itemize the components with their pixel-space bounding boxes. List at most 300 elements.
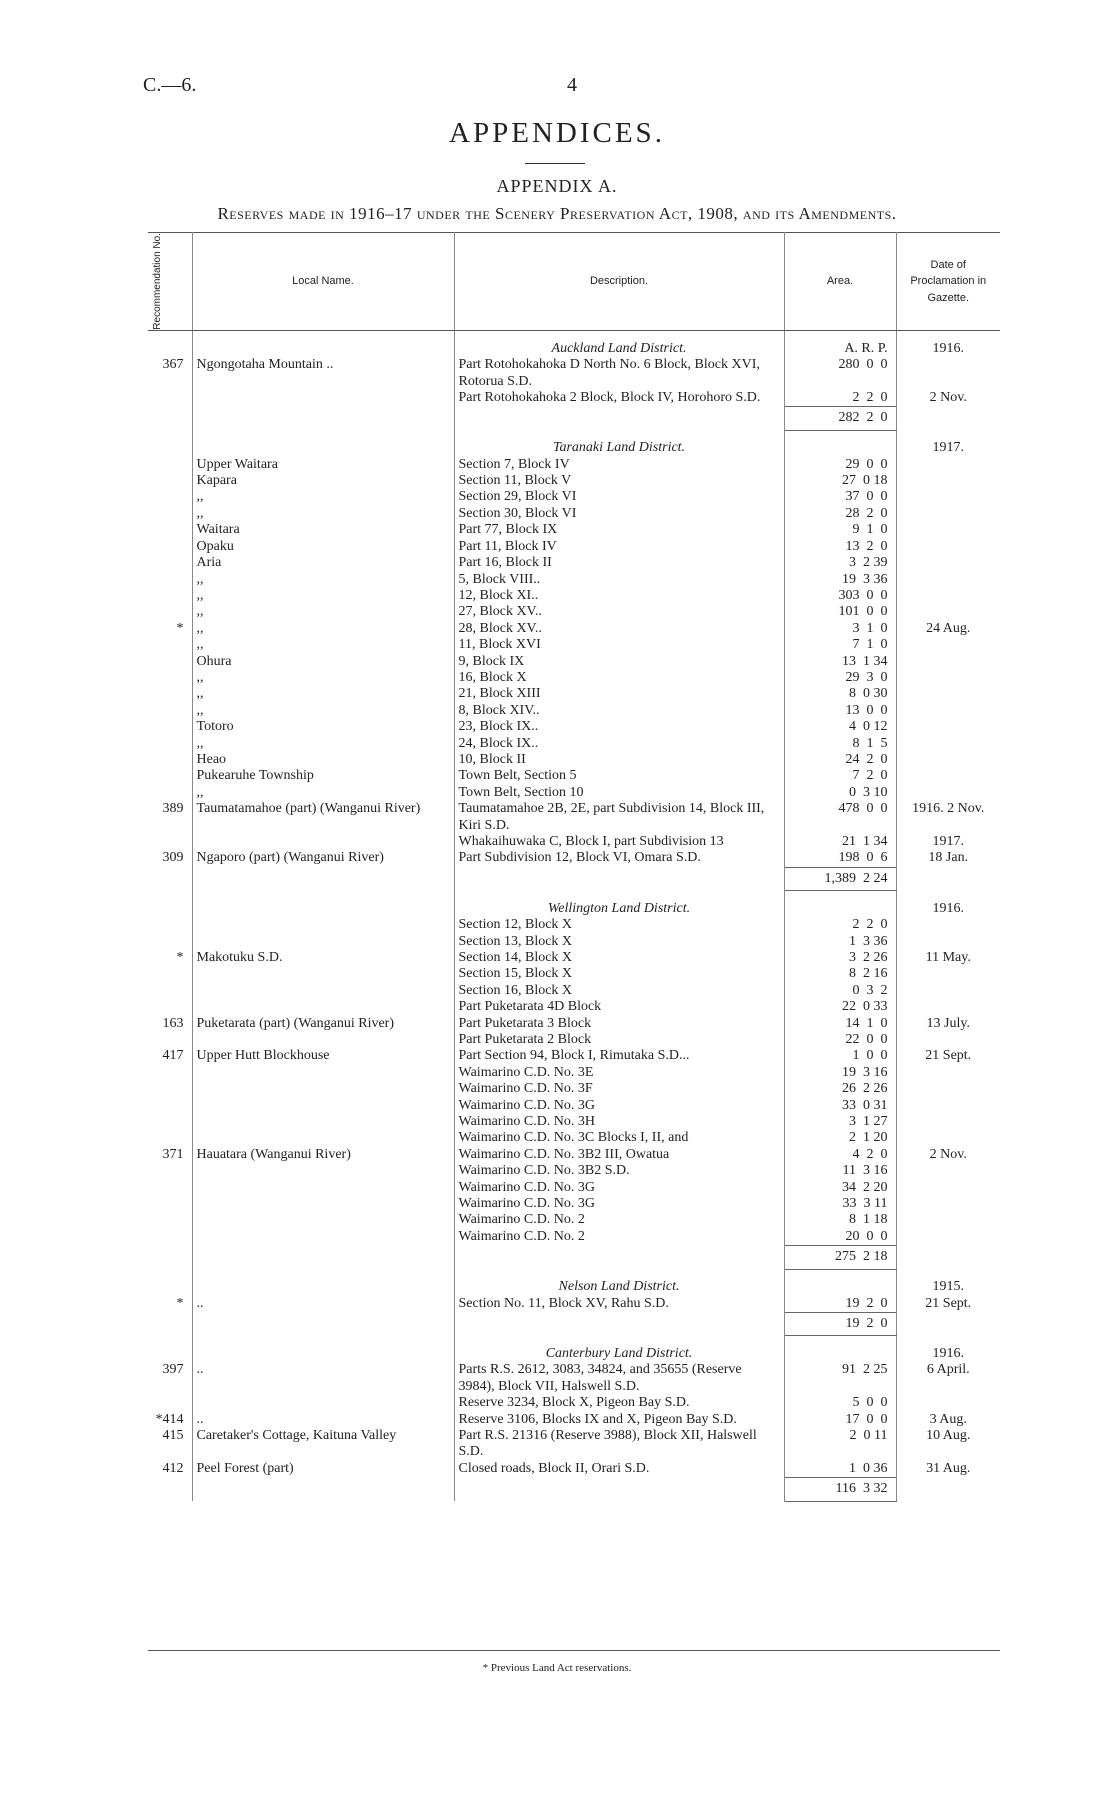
description: Closed roads, Block II, Orari S.D.: [454, 1461, 784, 1478]
proclamation-date: [896, 473, 1000, 489]
appendix-title: APPENDIX A.: [496, 176, 618, 196]
area-value: 22 0 33: [784, 999, 896, 1015]
table-row: [148, 1098, 1000, 1114]
proclamation-date: 2 Nov.: [929, 1146, 967, 1162]
table-row: [148, 390, 1000, 407]
table-row: [148, 801, 1000, 834]
proclamation-date: [896, 934, 1000, 950]
recommendation-number: 415: [148, 1428, 192, 1461]
proclamation-date: 13 July.: [926, 1015, 970, 1031]
table-row: [148, 1048, 1000, 1064]
local-name: [192, 983, 454, 999]
area-value: 3 2 39: [784, 555, 896, 571]
local-name: Pukearuhe Township: [192, 768, 454, 784]
recommendation-number: [148, 473, 192, 489]
recommendation-number: [148, 966, 192, 982]
local-name: [192, 1395, 454, 1411]
empty-cell: [148, 1336, 192, 1362]
area-value: 8 1 18: [784, 1212, 896, 1228]
area-value: 8 2 16: [784, 966, 896, 982]
recommendation-number: 367: [148, 357, 192, 390]
local-name: [192, 999, 454, 1015]
description: Waimarino C.D. No. 3G: [454, 1098, 784, 1114]
local-name: ,,: [192, 785, 454, 801]
proclamation-date: [896, 719, 1000, 735]
description: Taumatamahoe 2B, 2E, part Subdivision 14, Block III, Kiri S.D.: [454, 801, 784, 834]
recommendation-number: [148, 1212, 192, 1228]
recommendation-number: [148, 834, 192, 850]
local-name: Caretaker's Cottage, Kaituna Valley: [192, 1428, 454, 1461]
proclamation-date: 18 Jan.: [928, 850, 969, 866]
recommendation-number: [148, 752, 192, 768]
local-name: ,,: [192, 588, 454, 604]
local-name: [192, 1196, 454, 1212]
document-code: C.—6.: [143, 74, 197, 96]
proclamation-date: 11 May.: [925, 949, 971, 965]
area-value: 3 1 0: [784, 621, 896, 637]
district-name: Taranaki Land District.: [454, 430, 784, 456]
local-name: Peel Forest (part): [192, 1461, 454, 1478]
local-name: [192, 1098, 454, 1114]
district-total-row: [148, 1312, 1000, 1335]
area-value: 1 0 0: [784, 1048, 896, 1064]
area-value: 7 1 0: [784, 637, 896, 653]
empty-cell: [148, 891, 192, 917]
description: Part 77, Block IX: [454, 522, 784, 538]
col-header-area: Area.: [784, 233, 896, 331]
proclamation-date: [896, 588, 1000, 604]
empty-cell: [192, 1478, 454, 1501]
recommendation-number: *414: [148, 1412, 192, 1428]
recommendation-number: 412: [148, 1461, 192, 1478]
table-row: [148, 572, 1000, 588]
table-row: [148, 621, 1000, 637]
table-row: [148, 1065, 1000, 1081]
area-value: 101 0 0: [784, 604, 896, 620]
local-name: Ohura: [192, 654, 454, 670]
empty-cell: [454, 867, 784, 890]
description: 9, Block IX: [454, 654, 784, 670]
area-value: 2 0 11: [784, 1428, 896, 1461]
description: Section 29, Block VI: [454, 489, 784, 505]
recommendation-number: [148, 1229, 192, 1246]
district-name: Nelson Land District.: [454, 1269, 784, 1295]
table-row: [148, 1130, 1000, 1146]
proclamation-date: [896, 604, 1000, 620]
empty-cell: [192, 867, 454, 890]
area-value: 91 2 25: [784, 1362, 896, 1395]
local-name: Totoro: [192, 719, 454, 735]
description: Section 30, Block VI: [454, 506, 784, 522]
recommendation-number: [148, 588, 192, 604]
recommendation-number: 397: [148, 1362, 192, 1395]
local-name: [192, 966, 454, 982]
local-name: ,,: [192, 572, 454, 588]
proclamation-date: [896, 555, 1000, 571]
recommendation-number: [148, 1065, 192, 1081]
empty-cell: [192, 1312, 454, 1335]
recommendation-number: [148, 736, 192, 752]
area-value: 2 2 0: [784, 917, 896, 933]
description: Section 13, Block X: [454, 934, 784, 950]
table-row: [148, 1163, 1000, 1179]
area-value: 2 1 20: [784, 1130, 896, 1146]
description: 24, Block IX..: [454, 736, 784, 752]
table-row: [148, 539, 1000, 555]
description: 12, Block XI..: [454, 588, 784, 604]
description: Waimarino C.D. No. 2: [454, 1229, 784, 1246]
district-name: Auckland Land District.: [454, 330, 784, 357]
local-name: Makotuku S.D.: [192, 950, 454, 966]
proclamation-date: [896, 670, 1000, 686]
local-name: ,,: [192, 604, 454, 620]
proclamation-date: [896, 637, 1000, 653]
empty-cell: [148, 1269, 192, 1295]
district-year: 1916.: [932, 1345, 964, 1361]
proclamation-date: [896, 654, 1000, 670]
description: 23, Block IX..: [454, 719, 784, 735]
proclamation-date: 6 April.: [926, 1362, 970, 1378]
local-name: [192, 1065, 454, 1081]
table-row: [148, 834, 1000, 850]
table-row: [148, 654, 1000, 670]
empty-cell: [148, 330, 192, 357]
description: 28, Block XV..: [454, 621, 784, 637]
table-row: [148, 703, 1000, 719]
table-row: [148, 1147, 1000, 1163]
proclamation-date: [896, 1130, 1000, 1146]
recommendation-number: [148, 1395, 192, 1411]
table-row: [148, 1412, 1000, 1428]
reserves-table: [148, 232, 1000, 1502]
table-row: [148, 473, 1000, 489]
recommendation-number: [148, 506, 192, 522]
description: Reserve 3234, Block X, Pigeon Bay S.D.: [454, 1395, 784, 1411]
local-name: [192, 1081, 454, 1097]
local-name: ,,: [192, 736, 454, 752]
recommendation-number: *: [148, 1296, 192, 1313]
proclamation-date: [896, 1032, 1000, 1048]
area-value: 8 0 30: [784, 686, 896, 702]
description: Section 12, Block X: [454, 917, 784, 933]
proclamation-date: [896, 768, 1000, 784]
description: Section 11, Block V: [454, 473, 784, 489]
area-value: 4 2 0: [784, 1147, 896, 1163]
empty-cell: [148, 1312, 192, 1335]
empty-cell: [784, 1269, 896, 1295]
district-total-row: [148, 1246, 1000, 1269]
page-number: 4: [567, 74, 577, 96]
local-name: Aria: [192, 555, 454, 571]
area-value: 7 2 0: [784, 768, 896, 784]
col-header-description: Description.: [454, 233, 784, 331]
local-name: ..: [192, 1362, 454, 1395]
description: Waimarino C.D. No. 3B2 S.D.: [454, 1163, 784, 1179]
area-value: 8 1 5: [784, 736, 896, 752]
empty-cell: [148, 1478, 192, 1501]
area-value: 14 1 0: [784, 1016, 896, 1032]
local-name: ..: [192, 1296, 454, 1313]
recommendation-number: [148, 670, 192, 686]
district-year: 1916.: [932, 340, 964, 356]
description: Waimarino C.D. No. 3F: [454, 1081, 784, 1097]
area-value: 24 2 0: [784, 752, 896, 768]
description: Waimarino C.D. No. 3G: [454, 1196, 784, 1212]
recommendation-number: 389: [148, 801, 192, 834]
area-value: 13 1 34: [784, 654, 896, 670]
local-name: Puketarata (part) (Wanganui River): [192, 1016, 454, 1032]
description: Section 7, Block IV: [454, 457, 784, 473]
district-year: 1917.: [932, 440, 964, 456]
empty-cell: [896, 867, 1000, 890]
area-value: 22 0 0: [784, 1032, 896, 1048]
proclamation-date: [896, 522, 1000, 538]
area-value: 9 1 0: [784, 522, 896, 538]
table-row: [148, 1114, 1000, 1130]
description: Parts R.S. 2612, 3083, 34824, and 35655 (Reserve 3984), Block VII, Halswell S.D.: [454, 1362, 784, 1395]
area-value: 34 2 20: [784, 1180, 896, 1196]
local-name: [192, 834, 454, 850]
local-name: ,,: [192, 621, 454, 637]
description: 10, Block II: [454, 752, 784, 768]
area-value: 303 0 0: [784, 588, 896, 604]
description: Waimarino C.D. No. 3G: [454, 1180, 784, 1196]
proclamation-date: [896, 917, 1000, 933]
description: Town Belt, Section 5: [454, 768, 784, 784]
proclamation-date: 21 Sept.: [925, 1048, 972, 1064]
table-row: [148, 1180, 1000, 1196]
table-row: [148, 1461, 1000, 1478]
recommendation-number: [148, 999, 192, 1015]
table-row: [148, 983, 1000, 999]
district-heading-row: [148, 1336, 1000, 1362]
proclamation-date: [896, 1163, 1000, 1179]
recommendation-number: [148, 457, 192, 473]
area-value: 13 2 0: [784, 539, 896, 555]
district-year: 1915.: [932, 1279, 964, 1295]
col-header-local-name: Local Name.: [192, 233, 454, 331]
table-row: [148, 555, 1000, 571]
empty-cell: [454, 1478, 784, 1501]
table-row: [148, 1296, 1000, 1313]
table-row: [148, 1016, 1000, 1032]
local-name: Ngaporo (part) (Wanganui River): [192, 850, 454, 867]
proclamation-date: 1916. 2 Nov.: [912, 801, 985, 817]
recommendation-number: [148, 719, 192, 735]
district-year: 1916.: [932, 900, 964, 916]
empty-cell: [148, 1246, 192, 1269]
proclamation-date: 31 Aug.: [926, 1460, 971, 1476]
description: Waimarino C.D. No. 3B2 III, Owatua: [454, 1147, 784, 1163]
proclamation-date: [896, 1395, 1000, 1411]
table-row: [148, 999, 1000, 1015]
local-name: Ngongotaha Mountain ..: [192, 357, 454, 390]
proclamation-date: [896, 457, 1000, 473]
table-body: [148, 330, 1000, 1501]
recommendation-number: [148, 637, 192, 653]
table-row: [148, 1196, 1000, 1212]
description: Waimarino C.D. No. 3E: [454, 1065, 784, 1081]
local-name: [192, 1180, 454, 1196]
table-row: [148, 934, 1000, 950]
empty-cell: [896, 1312, 1000, 1335]
table-row: [148, 686, 1000, 702]
local-name: ,,: [192, 686, 454, 702]
recommendation-number: 309: [148, 850, 192, 867]
recommendation-number: [148, 522, 192, 538]
local-name: [192, 1130, 454, 1146]
area-value: 27 0 18: [784, 473, 896, 489]
area-value: 1 0 36: [784, 1461, 896, 1478]
empty-cell: [454, 1246, 784, 1269]
table-row: [148, 637, 1000, 653]
proclamation-date: 24 Aug.: [926, 620, 971, 636]
table-row: [148, 1212, 1000, 1228]
area-value: 19 3 36: [784, 572, 896, 588]
empty-cell: [784, 891, 896, 917]
table-row: [148, 1428, 1000, 1461]
recommendation-number: [148, 983, 192, 999]
description: 16, Block X: [454, 670, 784, 686]
area-value: 21 1 34: [784, 834, 896, 850]
recommendation-number: 163: [148, 1016, 192, 1032]
table-row: [148, 950, 1000, 966]
table-subtitle: Reserves made in 1916–17 under the Scenery Preservation Act, 1908, and its Amendments.: [217, 204, 897, 223]
proclamation-date: [896, 736, 1000, 752]
empty-cell: [192, 407, 454, 430]
local-name: [192, 1229, 454, 1246]
proclamation-date: [896, 752, 1000, 768]
recommendation-number: [148, 1032, 192, 1048]
proclamation-date: [896, 357, 1000, 390]
table-row: [148, 604, 1000, 620]
title-rule: [525, 163, 585, 164]
district-heading-row: [148, 330, 1000, 357]
recommendation-number: [148, 555, 192, 571]
description: 21, Block XIII: [454, 686, 784, 702]
table-row: [148, 506, 1000, 522]
table-row: [148, 719, 1000, 735]
area-value: 17 0 0: [784, 1412, 896, 1428]
area-value: 0 3 2: [784, 983, 896, 999]
table-row: [148, 1229, 1000, 1246]
local-name: Upper Waitara: [192, 457, 454, 473]
description: 27, Block XV..: [454, 604, 784, 620]
page-title: APPENDICES.: [449, 117, 665, 149]
table-row: [148, 1395, 1000, 1411]
district-total-row: [148, 407, 1000, 430]
area-value: 19 3 16: [784, 1065, 896, 1081]
recommendation-number: [148, 1098, 192, 1114]
district-heading-row: [148, 430, 1000, 456]
empty-cell: [896, 407, 1000, 430]
description: Whakaihuwaka C, Block I, part Subdivision 13: [454, 834, 784, 850]
col-header-date: Date of Proclamation in Gazette.: [896, 233, 1000, 331]
table-row: [148, 966, 1000, 982]
table-row: [148, 522, 1000, 538]
district-name: Canterbury Land District.: [454, 1336, 784, 1362]
proclamation-date: [896, 686, 1000, 702]
local-name: [192, 934, 454, 950]
description: Part Rotohokahoka 2 Block, Block IV, Horohoro S.D.: [454, 390, 784, 407]
local-name: Heao: [192, 752, 454, 768]
recommendation-number: [148, 1180, 192, 1196]
description: 8, Block XIV..: [454, 703, 784, 719]
area-total: 1,389 2 24: [784, 867, 896, 890]
area-value: 2 2 0: [784, 390, 896, 407]
proclamation-date: [896, 785, 1000, 801]
area-value: 280 0 0: [784, 357, 896, 390]
local-name: Waitara: [192, 522, 454, 538]
recommendation-number: *: [148, 950, 192, 966]
recommendation-number: [148, 1196, 192, 1212]
table-row: [148, 736, 1000, 752]
empty-cell: [896, 1246, 1000, 1269]
recommendation-number: [148, 917, 192, 933]
local-name: ,,: [192, 703, 454, 719]
empty-cell: [192, 1269, 454, 1295]
table-row: [148, 489, 1000, 505]
local-name: [192, 1114, 454, 1130]
description: Waimarino C.D. No. 3H: [454, 1114, 784, 1130]
empty-cell: [148, 430, 192, 456]
table-row: [148, 1032, 1000, 1048]
table-row: [148, 357, 1000, 390]
area-value: 3 1 27: [784, 1114, 896, 1130]
local-name: ,,: [192, 637, 454, 653]
area-total: 19 2 0: [784, 1312, 896, 1335]
area-value: 4 0 12: [784, 719, 896, 735]
proclamation-date: 1917.: [932, 834, 964, 849]
area-value: 198 0 6: [784, 850, 896, 867]
footnote: * Previous Land Act reservations.: [482, 1662, 632, 1674]
proclamation-date: [896, 999, 1000, 1015]
empty-cell: [192, 1246, 454, 1269]
proclamation-date: [896, 1212, 1000, 1228]
local-name: Upper Hutt Blockhouse: [192, 1048, 454, 1064]
area-value: 1 3 36: [784, 934, 896, 950]
table-header-row: [148, 233, 1000, 331]
description: 11, Block XVI: [454, 637, 784, 653]
description: Part 16, Block II: [454, 555, 784, 571]
area-total: 116 3 32: [784, 1478, 896, 1501]
local-name: Taumatamahoe (part) (Wanganui River): [192, 801, 454, 834]
description: Part Subdivision 12, Block VI, Omara S.D.: [454, 850, 784, 867]
col-header-recommendation: Recommendation No.: [148, 233, 192, 331]
empty-cell: [896, 1478, 1000, 1501]
recommendation-number: [148, 1163, 192, 1179]
recommendation-number: [148, 572, 192, 588]
area-value: 37 0 0: [784, 489, 896, 505]
area-value: 33 3 11: [784, 1196, 896, 1212]
local-name: ,,: [192, 670, 454, 686]
description: Waimarino C.D. No. 2: [454, 1212, 784, 1228]
recommendation-number: [148, 390, 192, 407]
recommendation-number: [148, 1114, 192, 1130]
district-heading-row: [148, 891, 1000, 917]
local-name: [192, 1163, 454, 1179]
proclamation-date: [896, 1229, 1000, 1246]
area-units: A. R. P.: [784, 330, 896, 357]
local-name: [192, 390, 454, 407]
district-heading-row: [148, 1269, 1000, 1295]
table-row: [148, 917, 1000, 933]
proclamation-date: [896, 539, 1000, 555]
district-total-row: [148, 1478, 1000, 1501]
description: Part Section 94, Block I, Rimutaka S.D...: [454, 1048, 784, 1064]
table-row: [148, 850, 1000, 867]
recommendation-number: [148, 489, 192, 505]
